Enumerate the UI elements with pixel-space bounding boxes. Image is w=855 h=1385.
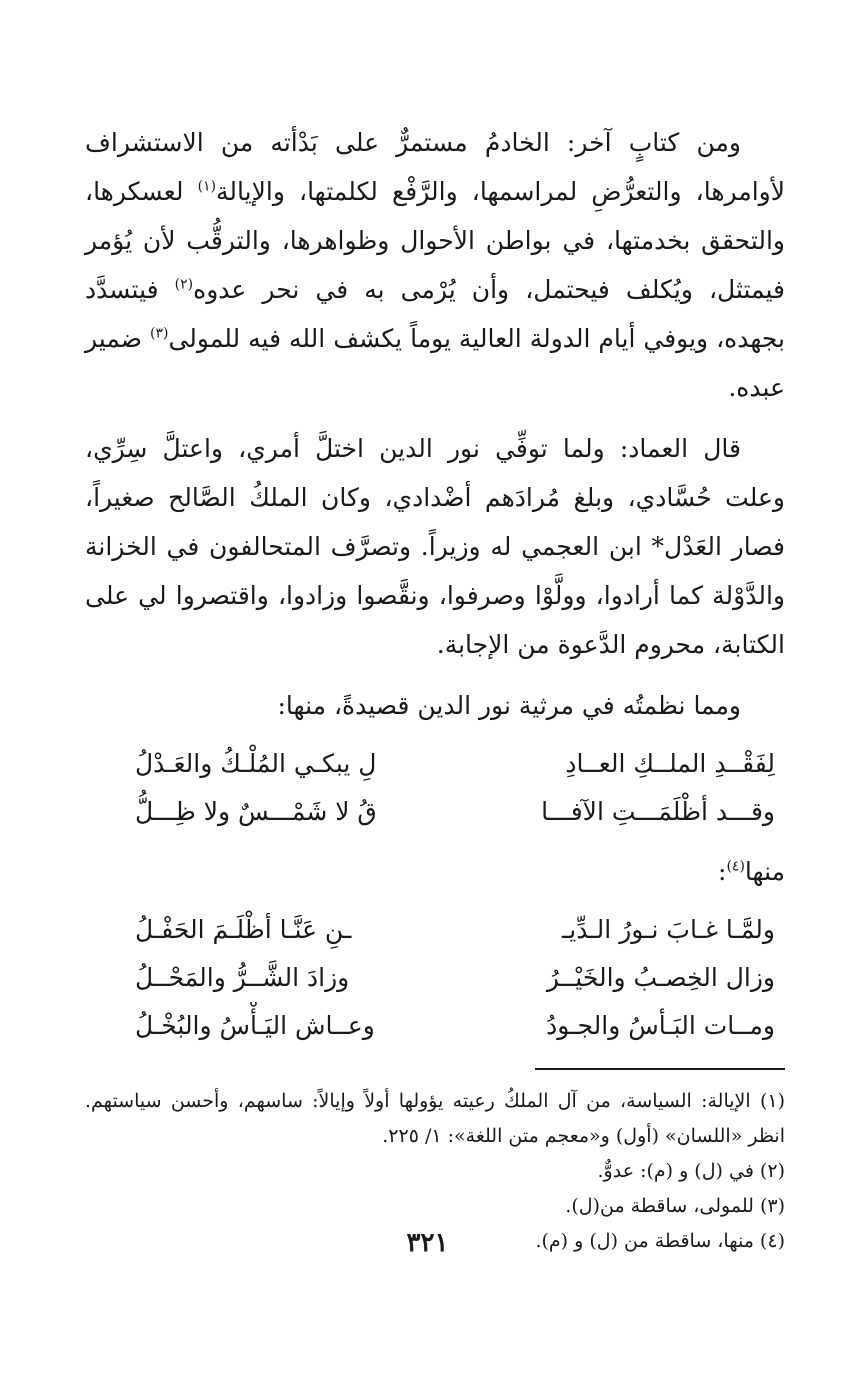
- verse-hemistich-first: وزال الخِصـبُ والخَيْــرُ: [546, 963, 775, 992]
- verse-line: [85, 906, 785, 954]
- page-number: ٣٢١: [406, 1228, 449, 1258]
- footnote-ref-3: (٣): [149, 325, 169, 342]
- footnote-2: (٢) في (ل) و (م): عدوٌّ.: [597, 1160, 785, 1182]
- verse-line: [85, 1002, 785, 1050]
- verse-line: [85, 788, 785, 836]
- verse-hemistich-second: قُ لا شَمْـــسٌ ولا ظِـــلُّ: [135, 797, 377, 826]
- verse-hemistich-second: وزادَ الشَّــرُّ والمَحْــلُ: [135, 963, 350, 992]
- section-heading-label: منها: [744, 857, 785, 886]
- footnote-4: (٤) منها، ساقطة من (ل) و (م).: [535, 1230, 785, 1252]
- footnote-divider: [535, 1068, 785, 1070]
- verse-hemistich-first: ولمَّـا غـابَ نـورُ الـدِّيـ: [561, 915, 775, 944]
- footnote-ref-1: (١): [197, 178, 217, 195]
- paragraph-letter-mid2: فيتسدَّد بجهده، ويوفي أيام الدولة العالية يوماً يكشف الله فيه للمولى: [85, 275, 785, 353]
- verse-hemistich-first: لِفَقْــدِ الملــكِ العــادِ: [565, 749, 775, 778]
- verse-hemistich-second: لِ يبكـي المُلْـكُ والعَـدْلُ: [135, 749, 377, 778]
- footnote-ref-2: (٢): [174, 276, 194, 293]
- paragraph-letter-tail: ضمير عبده.: [85, 324, 785, 402]
- verse-hemistich-second: وعــاش اليَـأْسُ والبُخْـلُ: [135, 1011, 375, 1040]
- poem-block-2: [85, 906, 785, 1050]
- footnote-3: (٣) للمولى، ساقطة من(ل).: [565, 1195, 785, 1217]
- paragraph-letter-lead: ومن كتابٍ آخر: الخادمُ مستمرٌّ على بَدْأته من الاستشراف لأوامرها، والتعرُّضِ لمراسمها، والرَّفْع لكلمتها، والإيالة: [85, 128, 785, 206]
- verse-line: [85, 740, 785, 788]
- footnote-ref-4: (٤): [726, 858, 745, 875]
- paragraph-letter-mid1: لعسكرها، والتحقق بخدمتها، في بواطن الأحوال وظواهرها، والترقُّب لأن يُؤمر فيمتثل، ويُكلف فيحتمل، وأن يُرْمى به في نحر عدوه: [85, 177, 785, 304]
- verse-line: [85, 954, 785, 1002]
- section-heading: [85, 848, 785, 896]
- verse-hemistich-second: ـنِ عَنَّـا أظْلَـمَ الحَفْـلُ: [135, 915, 352, 944]
- footnote-1: (١) الإيالة: السياسة، من آل الملكُ رعيته يؤولها أولاً وإيالاً: ساسهم، وأحسن سياستهم. انظر «اللسان» (أول) و«معجم متن اللغة»: ١/ ٢٢٥.: [85, 1090, 785, 1147]
- poem-block-1: [85, 740, 785, 836]
- verse-hemistich-first: ومــات البَـأسُ والجـودُ: [546, 1011, 775, 1040]
- poem-intro: ومما نظمتُه في مرثية نور الدين قصيدةً، منها:: [277, 691, 741, 720]
- paragraph-imad: قال العماد: ولما توفِّي نور الدين اختلَّ أمري، واعتلَّ سِرِّي، وعلت حُسَّادي، وبلغ مُرادَهم أضْدادي، وكان الملكُ الصَّالح صغيراً، فصار العَدْل* ابن العجمي له وزيراً. وتصرَّف المتحالفون في الخزانة والدَّوْلة كما أرادوا، وولَّوْا وصرفوا، ونقَّصوا وزادوا، واقتصروا لي على الكتابة، محروم الدَّعوة من الإجابة.: [85, 434, 785, 659]
- paragraph-letter: [85, 118, 785, 412]
- verse-hemistich-first: وقـــد أظْلَمَـــتِ الآفـــا: [541, 797, 775, 826]
- page-body: [85, 118, 785, 1259]
- section-heading-colon: :: [718, 857, 727, 886]
